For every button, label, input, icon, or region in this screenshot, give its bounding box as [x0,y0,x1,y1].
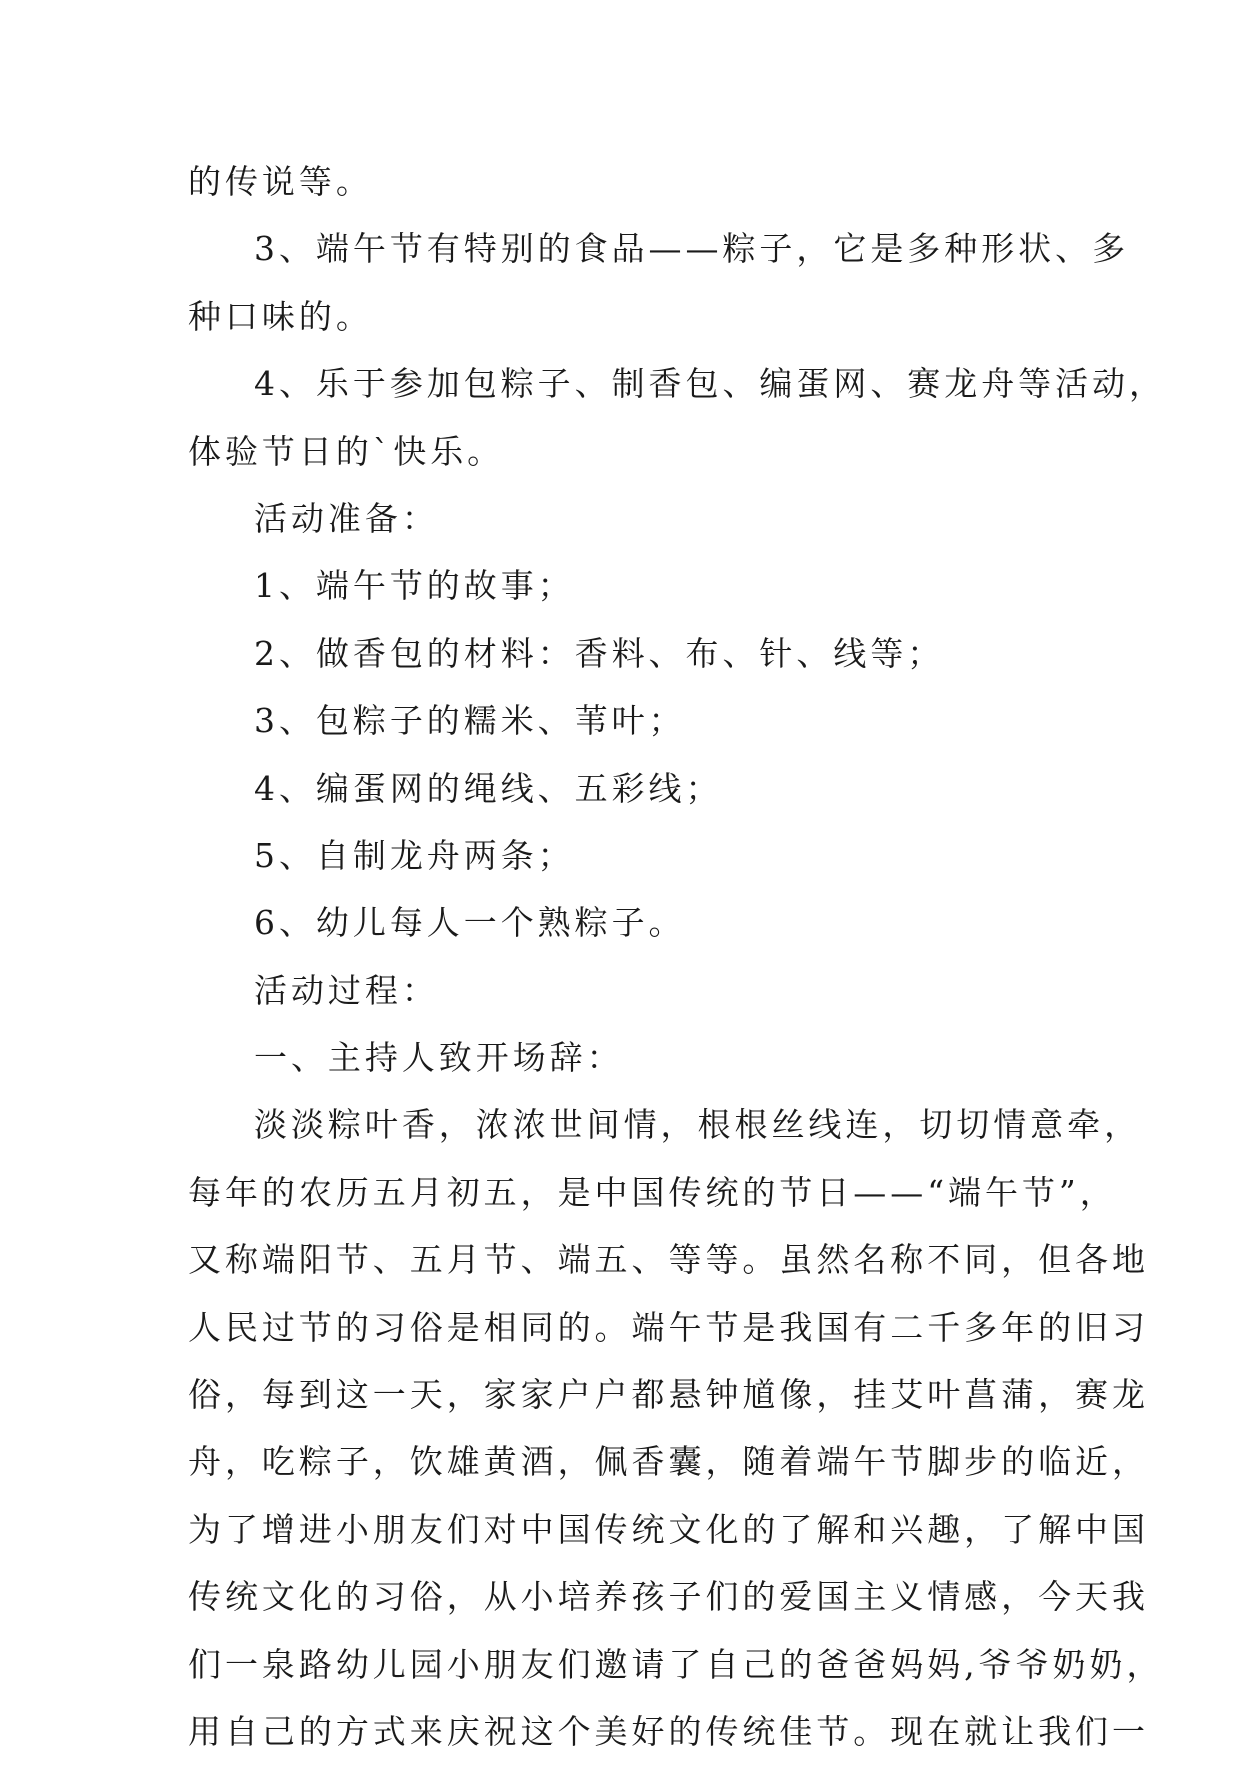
section-heading: 活动过程： [254,970,439,1010]
text-line: 3、端午节有特别的食品——粽子，它是多种形状、多 [254,229,1130,269]
list-item: 6、幼儿每人一个熟粽子。 [254,903,686,943]
text-line: 每年的农历五月初五，是中国传统的节日——“端午节”， [188,1172,1117,1212]
text-line: 为了增进小朋友们对中国传统文化的了解和兴趣，了解中国 [188,1509,1149,1549]
text-line: 体验节日的`快乐。 [188,431,505,471]
text-line: 淡淡粽叶香，浓浓世间情，根根丝线连，切切情意牵， [254,1105,1142,1145]
list-item: 1、端午节的故事； [254,566,575,606]
section-heading: 一、主持人致开场辞： [254,1038,624,1078]
text-line: 种口味的。 [188,296,373,336]
text-line: 传统文化的习俗，从小培养孩子们的爱国主义情感，今天我 [188,1577,1149,1617]
text-line: 用自己的方式来庆祝这个美好的传统佳节。现在就让我们一 [188,1711,1149,1751]
text-line: 舟，吃粽子，饮雄黄酒，佩香囊，随着端午节脚步的临近， [188,1442,1149,1482]
list-item: 3、包粽子的糯米、苇叶； [254,701,686,741]
text-line: 俗，每到这一天，家家户户都悬钟馗像，挂艾叶菖蒲，赛龙 [188,1375,1149,1415]
text-line: 们一泉路幼儿园小朋友们邀请了自己的爸爸妈妈,爷爷奶奶， [188,1644,1164,1684]
text-line: 人民过节的习俗是相同的。端午节是我国有二千多年的旧习 [188,1307,1149,1347]
list-item: 5、自制龙舟两条； [254,835,575,875]
list-item: 4、编蛋网的绳线、五彩线； [254,768,723,808]
text-line: 又称端阳节、五月节、端五、等等。虽然名称不同，但各地 [188,1240,1149,1280]
document-page [188,155,1166,1772]
section-heading: 活动准备： [254,498,439,538]
text-line: 的传说等。 [188,162,373,201]
list-item: 2、做香包的材料：香料、布、针、线等； [254,633,945,673]
text-line: 4、乐于参加包粽子、制香包、编蛋网、赛龙舟等活动， [254,364,1166,404]
